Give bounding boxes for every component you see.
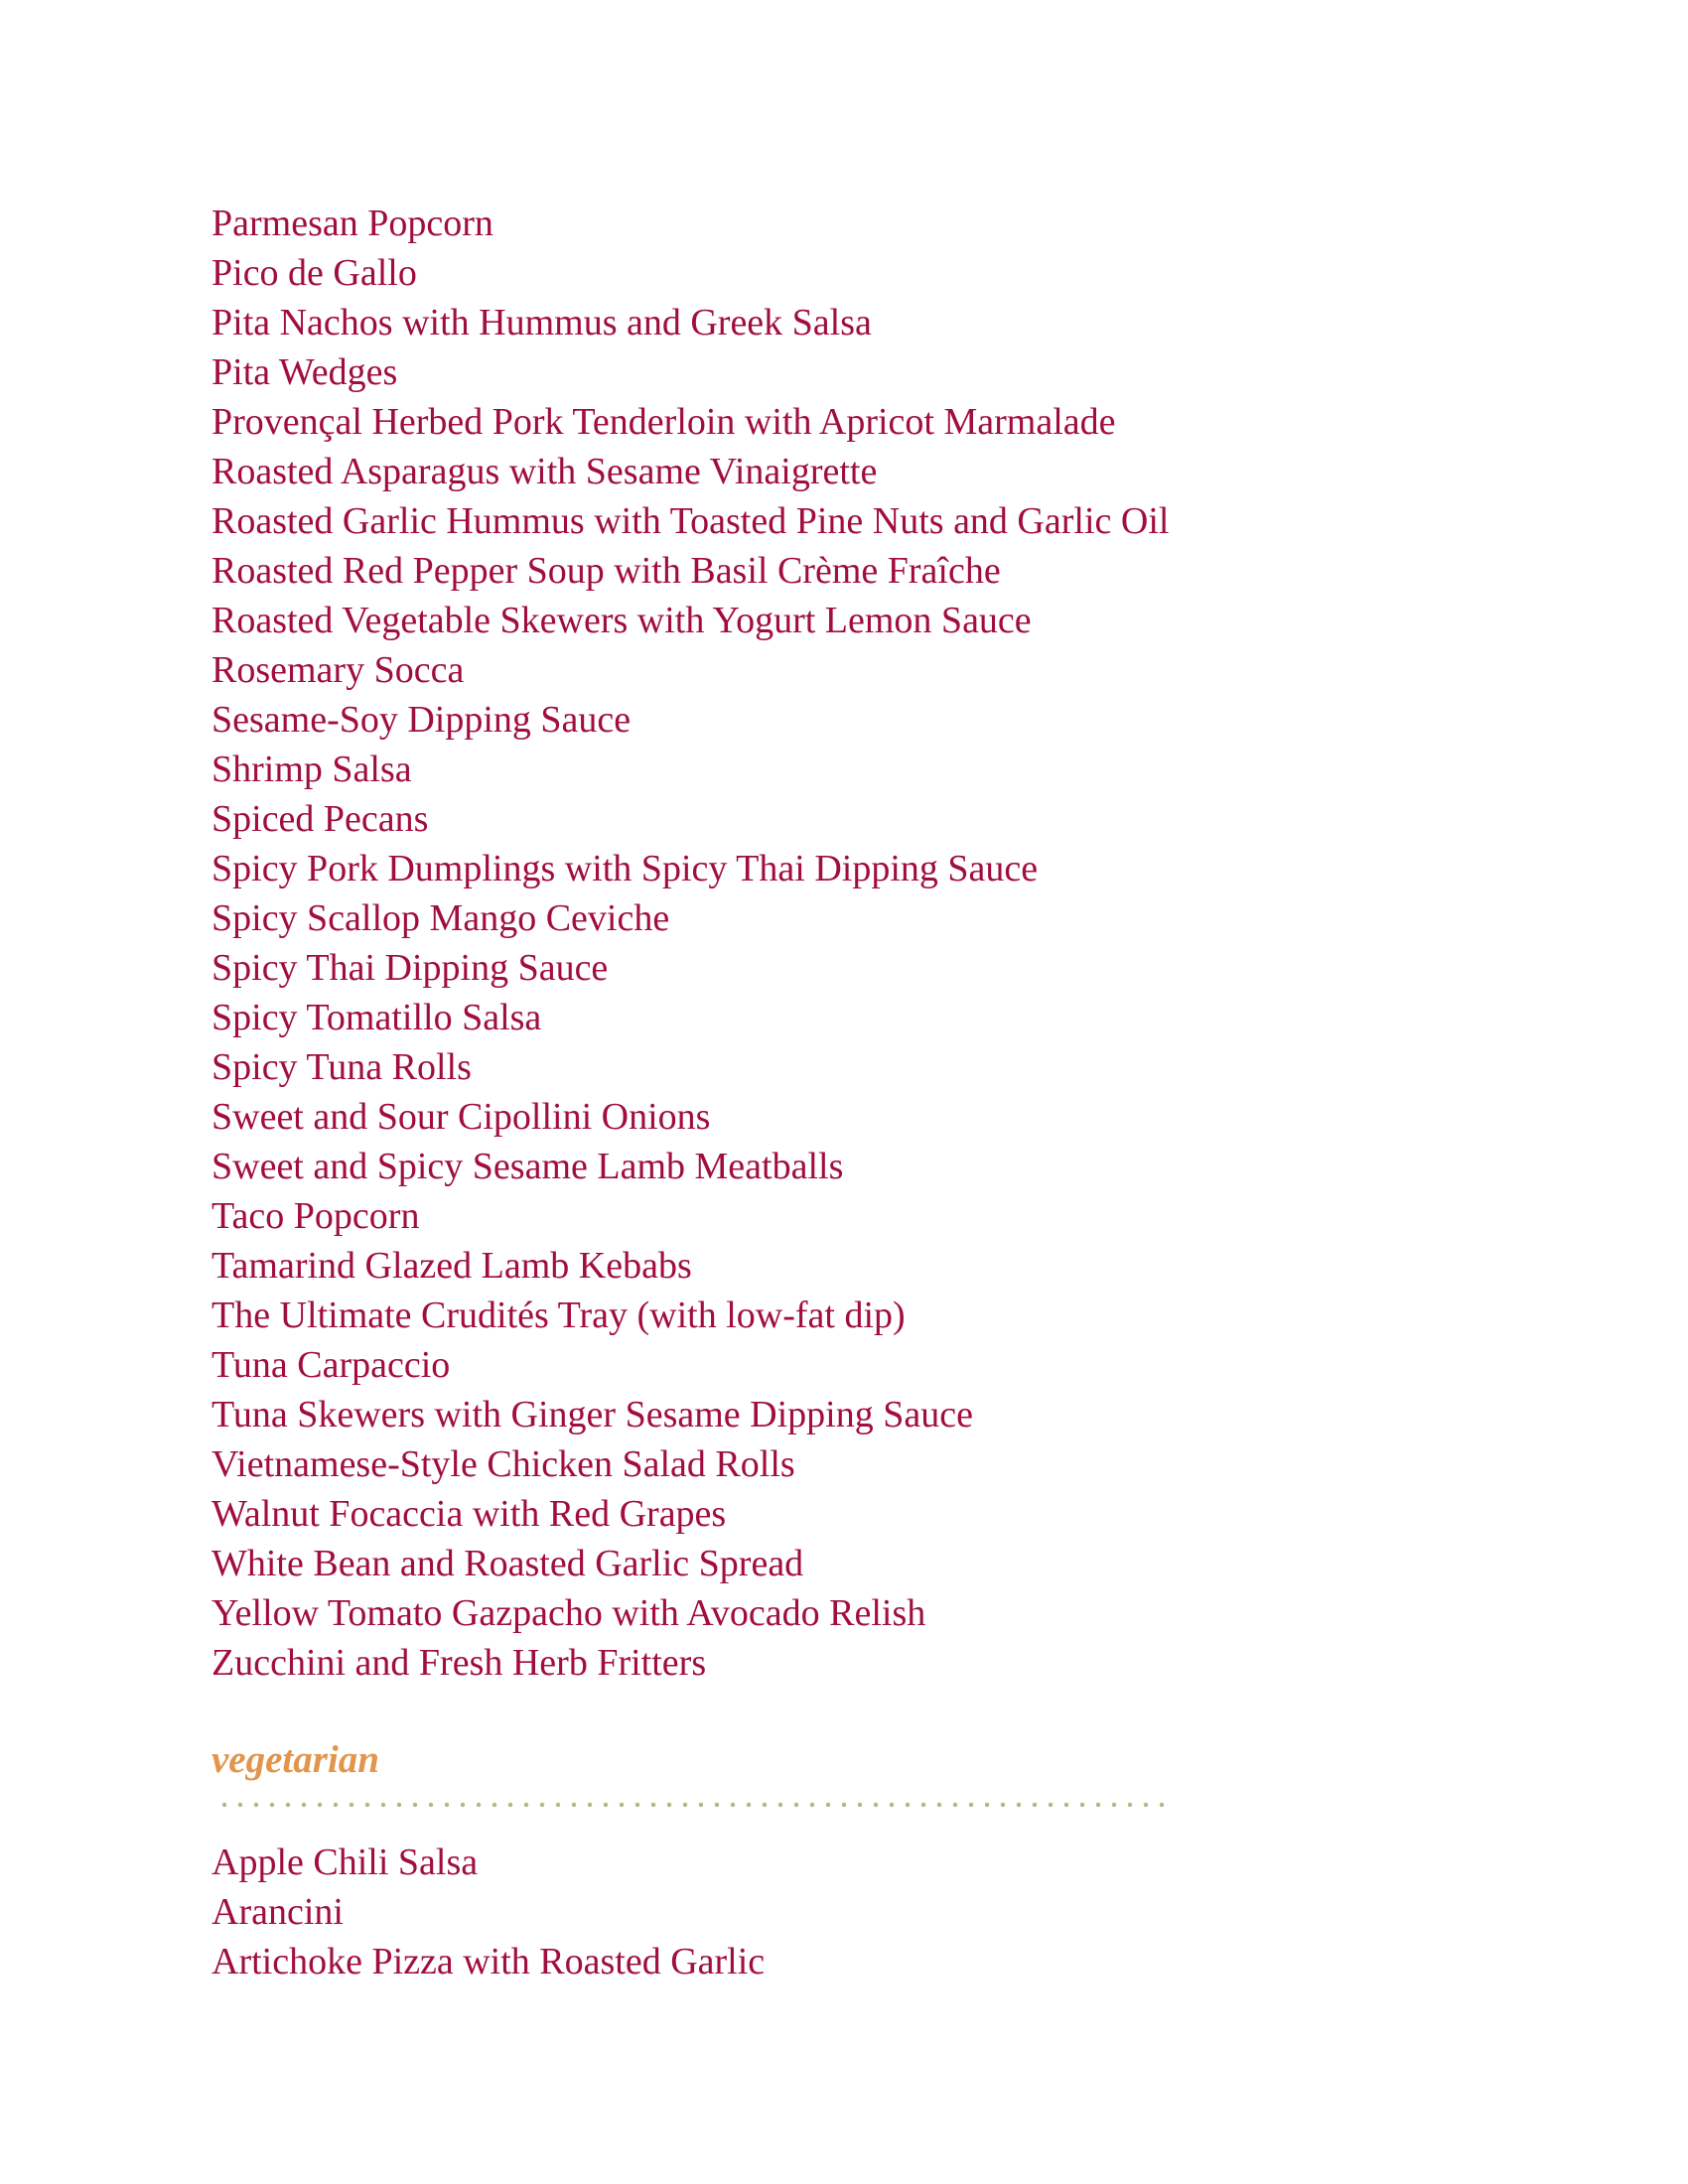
recipe-item[interactable]: Shrimp Salsa	[211, 749, 412, 790]
recipe-item[interactable]: Pita Nachos with Hummus and Greek Salsa	[211, 302, 872, 343]
recipe-item[interactable]: Sweet and Spicy Sesame Lamb Meatballs	[211, 1146, 844, 1187]
vegetarian-recipe-list	[211, 1838, 765, 1986]
recipe-item[interactable]: Tuna Skewers with Ginger Sesame Dipping Sauce	[211, 1394, 973, 1435]
recipe-item[interactable]: Rosemary Socca	[211, 649, 465, 691]
recipe-item[interactable]: Yellow Tomato Gazpacho with Avocado Relish	[211, 1592, 926, 1634]
recipe-item[interactable]: Walnut Focaccia with Red Grapes	[211, 1493, 727, 1535]
recipe-item[interactable]: Parmesan Popcorn	[211, 203, 493, 244]
section-heading-vegetarian: vegetarian	[211, 1738, 379, 1781]
recipe-item[interactable]: Spicy Thai Dipping Sauce	[211, 947, 609, 989]
recipe-item[interactable]: Spicy Pork Dumplings with Spicy Thai Dipping Sauce	[211, 848, 1039, 889]
recipe-item[interactable]: Provençal Herbed Pork Tenderloin with Apricot Marmalade	[211, 401, 1116, 443]
recipe-item[interactable]: Roasted Asparagus with Sesame Vinaigrette	[211, 451, 878, 492]
recipe-item[interactable]: Tuna Carpaccio	[211, 1344, 451, 1386]
recipe-item[interactable]: Pico de Gallo	[211, 252, 417, 294]
recipe-item[interactable]: Roasted Red Pepper Soup with Basil Crème Fraîche	[211, 550, 1001, 592]
recipe-item[interactable]: The Ultimate Crudités Tray (with low-fat dip)	[211, 1295, 906, 1336]
recipe-item[interactable]: Spiced Pecans	[211, 798, 429, 840]
dotted-divider	[216, 1801, 1170, 1809]
recipe-item[interactable]: Pita Wedges	[211, 351, 398, 393]
recipe-list	[211, 199, 1169, 1688]
recipe-item[interactable]: Sesame-Soy Dipping Sauce	[211, 699, 632, 741]
recipe-item[interactable]: Spicy Scallop Mango Ceviche	[211, 897, 670, 939]
recipe-item[interactable]: Tamarind Glazed Lamb Kebabs	[211, 1245, 692, 1287]
recipe-item[interactable]: Spicy Tomatillo Salsa	[211, 997, 542, 1038]
recipe-item[interactable]: Roasted Garlic Hummus with Toasted Pine Nuts and Garlic Oil	[211, 500, 1170, 542]
recipe-item[interactable]: Apple Chili Salsa	[211, 1842, 479, 1883]
recipe-item[interactable]: Zucchini and Fresh Herb Fritters	[211, 1642, 707, 1684]
recipe-item[interactable]: Roasted Vegetable Skewers with Yogurt Lemon Sauce	[211, 600, 1032, 641]
recipe-item[interactable]: Vietnamese-Style Chicken Salad Rolls	[211, 1443, 795, 1485]
recipe-item[interactable]: Spicy Tuna Rolls	[211, 1046, 472, 1088]
recipe-item[interactable]: Taco Popcorn	[211, 1195, 420, 1237]
recipe-item[interactable]: Sweet and Sour Cipollini Onions	[211, 1096, 711, 1138]
recipe-item[interactable]: Artichoke Pizza with Roasted Garlic	[211, 1941, 766, 1982]
recipe-item[interactable]: Arancini	[211, 1891, 344, 1933]
recipe-item[interactable]: White Bean and Roasted Garlic Spread	[211, 1543, 804, 1584]
